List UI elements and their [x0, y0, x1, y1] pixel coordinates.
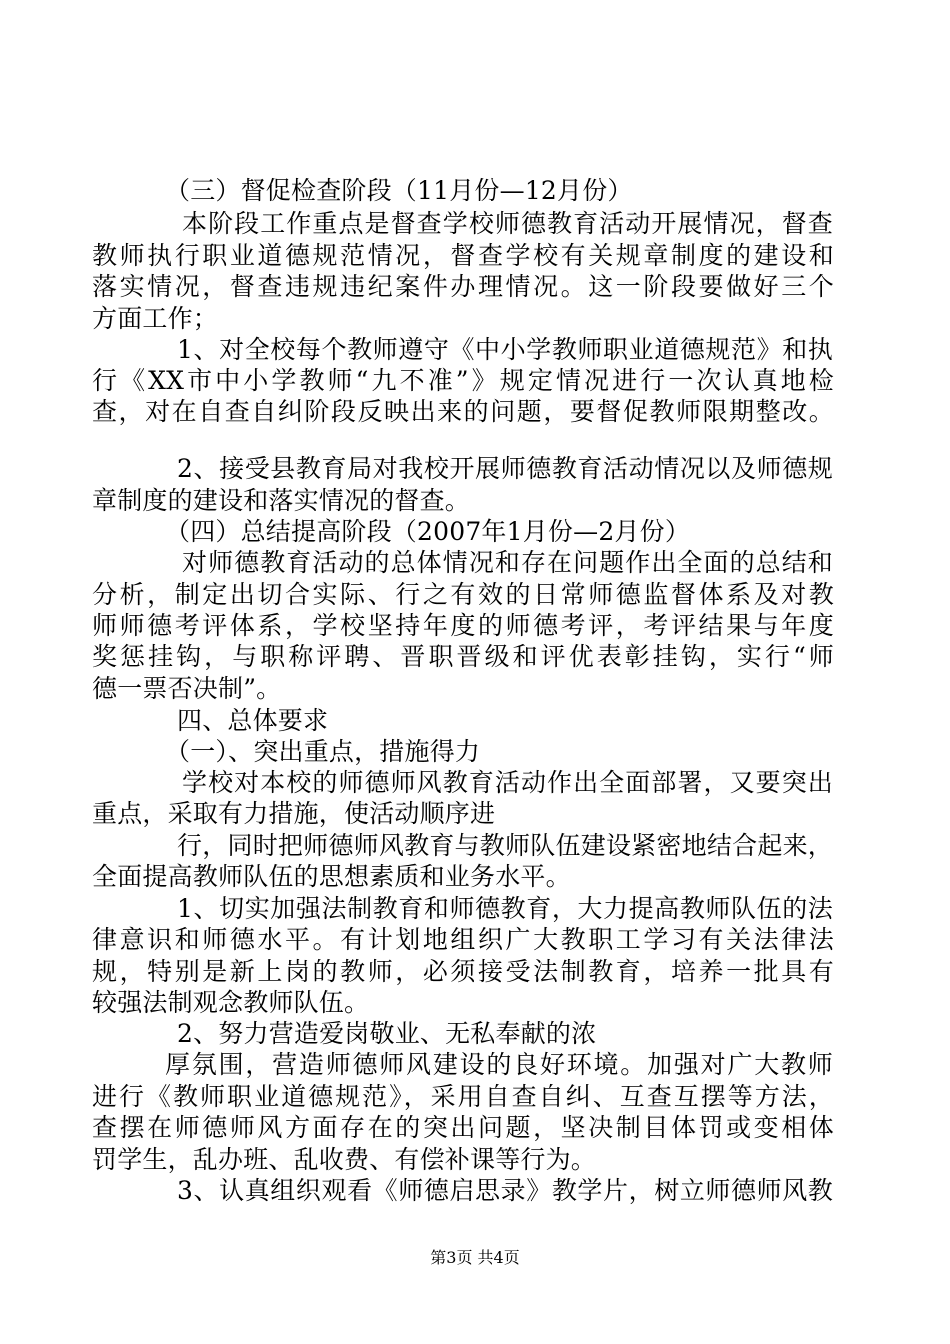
paragraph-line: 师师德考评体系，学校坚持年度的师德考评，考评结果与年度	[92, 611, 834, 640]
paragraph-line: 1、切实加强法制教育和师德教育，大力提高教师队伍的法	[177, 894, 833, 923]
paragraph-line: 查，对在自查自纠阶段反映出来的问题，要督促教师限期整改。	[92, 397, 834, 426]
paragraph-line: 方面工作；	[92, 304, 219, 333]
paragraph-line: 行《XX市中小学教师“九不准”》规定情况进行一次认真地检	[92, 366, 834, 395]
subsection-heading: （一）、突出重点，措施得力	[165, 737, 481, 766]
paragraph-line: 1、对全校每个教师遵守《中小学教师职业道德规范》和执	[177, 335, 833, 364]
paragraph-line: 对师德教育活动的总体情况和存在问题作出全面的总结和	[182, 548, 833, 577]
paragraph-line: 进行《教师职业道德规范》，采用自查自纠、互查互摆等方法，	[92, 1082, 834, 1111]
paragraph-line: 全面提高教师队伍的思想素质和业务水平。	[92, 862, 571, 891]
paragraph-line: 厚氛围，营造师德师风建设的良好环境。加强对广大教师	[165, 1050, 833, 1079]
paragraph-line: 学校对本校的师德师风教育活动作出全面部署，又要突出	[182, 768, 833, 797]
paragraph-line: 律意识和师德水平。有计划地组织广大教职工学习有关法律法	[92, 925, 834, 954]
paragraph-line: 规，特别是新上岗的教师，必须接受法制教育，培养一批具有	[92, 957, 834, 986]
paragraph-line: 教师执行职业道德规范情况，督查学校有关规章制度的建设和	[92, 241, 834, 270]
paragraph-line: 查摆在师德师风方面存在的突出问题，坚决制目体罚或变相体	[92, 1113, 834, 1142]
paragraph-line: 章制度的建设和落实情况的督查。	[92, 486, 471, 515]
paragraph-line: 重点，采取有力措施，使活动顺序进	[92, 799, 496, 828]
page-number-footer: 第3页 共4页	[430, 1248, 520, 1267]
paragraph-line: 3、认真组织观看《师德启思录》教学片，树立师德师风教	[177, 1176, 833, 1205]
section-heading-summary: （四）总结提高阶段（2007年1月份—2月份）	[165, 517, 691, 546]
paragraph-line: 落实情况，督查违规违纪案件办理情况。这一阶段要做好三个	[92, 272, 834, 301]
paragraph-line: 奖惩挂钩，与职称评聘、晋职晋级和评优表彰挂钩，实行“师	[92, 642, 834, 671]
paragraph-line: 罚学生，乱办班、乱收费、有偿补课等行为。	[92, 1145, 597, 1174]
paragraph-line: 较强法制观念教师队伍。	[92, 988, 370, 1017]
section-heading-supervision: （三）督促检查阶段（11月份—12月份）	[165, 176, 633, 205]
paragraph-line: 本阶段工作重点是督查学校师德教育活动开展情况，督查	[182, 209, 833, 238]
section-heading-requirements: 四、总体要求	[177, 706, 329, 735]
paragraph-line: 2、努力营造爱岗敬业、无私奉献的浓	[177, 1019, 597, 1048]
paragraph-line: 行，同时把师德师风教育与教师队伍建设紧密地结合起来，	[177, 831, 833, 860]
paragraph-line: 德一票否决制”。	[92, 674, 282, 703]
paragraph-line: 分析，制定出切合实际、行之有效的日常师德监督体系及对教	[92, 580, 834, 609]
paragraph-line: 2、接受县教育局对我校开展师德教育活动情况以及师德规	[177, 454, 833, 483]
